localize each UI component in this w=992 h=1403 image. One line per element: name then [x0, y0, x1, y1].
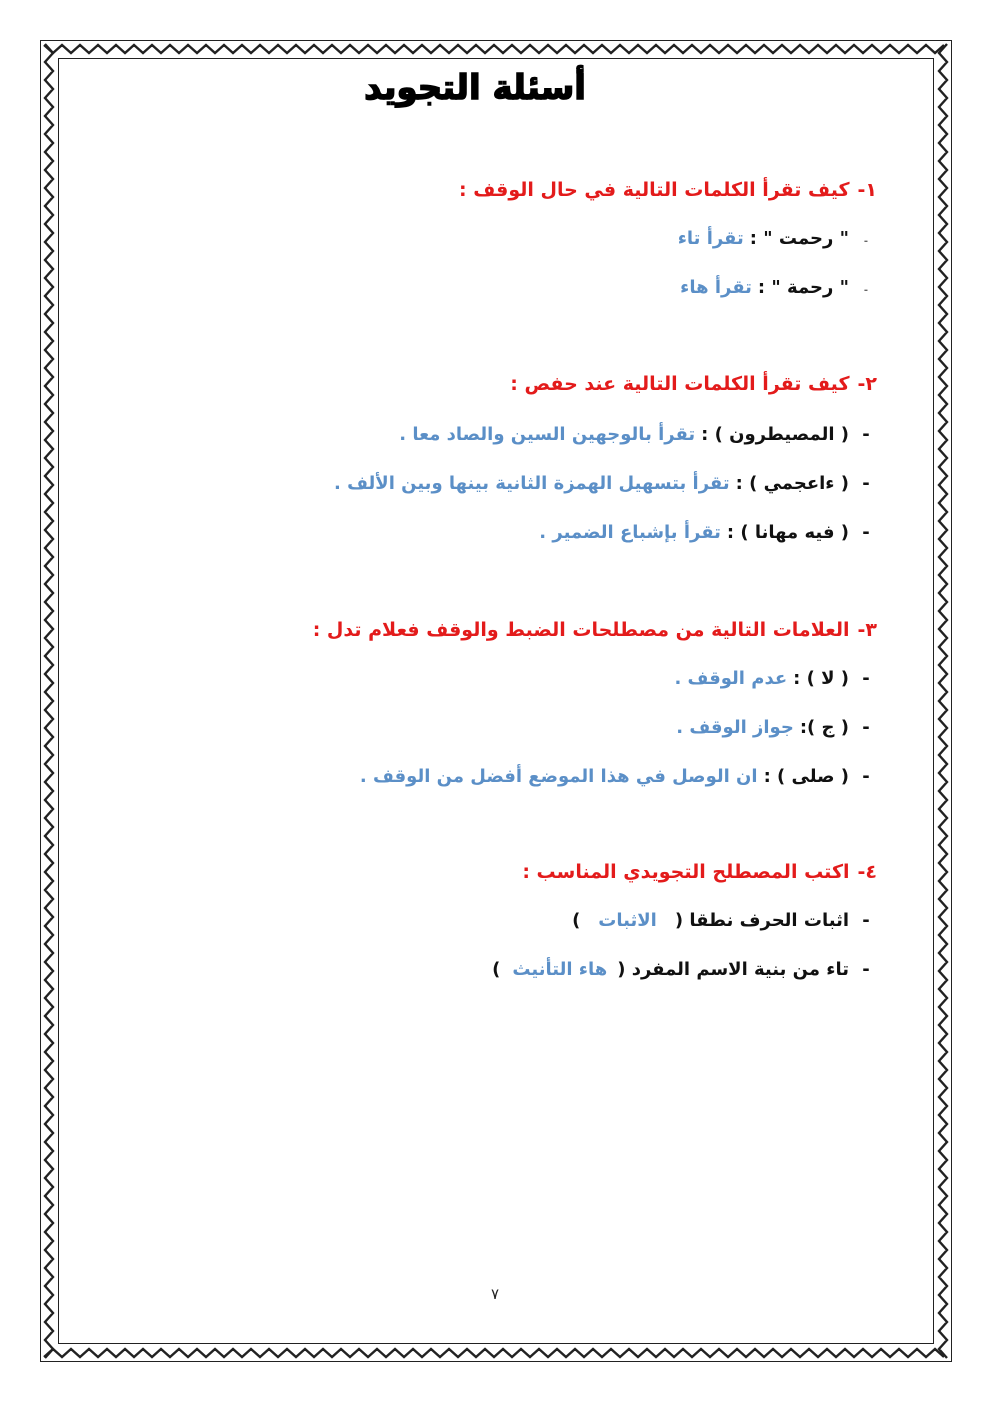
question-2-item-2: -( ءاعجمي ) :تقرأ بتسهيل الهمزة الثانية بينها وبين الألف .: [334, 473, 870, 494]
question-1-heading: ١-كيف تقرأ الكلمات التالية في حال الوقف :: [459, 179, 877, 201]
question-4-heading: ٤-اكتب المصطلح التجويدي المناسب :: [522, 861, 877, 883]
question-3-item-2: -( ج ):جواز الوقف .: [676, 717, 870, 738]
question-4-item-2: -تاء من بنية الاسم المفرد (هاء التأنيث): [492, 959, 870, 980]
question-3-item-3: -( صلى ) :ان الوصل في هذا الموضع أفضل من الوقف .: [359, 766, 870, 787]
question-3-item-1: -( لا ) :عدم الوقف .: [674, 668, 870, 689]
question-4-item-1: -اثبات الحرف نطقا (الاثبات): [572, 910, 870, 931]
question-2-item-3: -( فيه مهانا ) :تقرأ بإشباع الضمير .: [539, 522, 870, 543]
question-3-heading: ٣-العلامات التالية من مصطلحات الضبط والوقف فعلام تدل :: [312, 619, 877, 641]
page-title: أسئلة التجويد: [364, 68, 586, 108]
question-2-item-1: -( المصيطرون ) :تقرأ بالوجهين السين والصاد معا .: [399, 424, 870, 445]
question-2-heading: ٢-كيف تقرأ الكلمات التالية عند حفص :: [510, 373, 877, 395]
question-1-item-1: -" رحمت " :تقرأ تاء: [677, 228, 869, 249]
question-1-item-2: -" رحمة " :تقرأ هاء: [680, 277, 869, 298]
page-number: ٧: [490, 1285, 500, 1303]
